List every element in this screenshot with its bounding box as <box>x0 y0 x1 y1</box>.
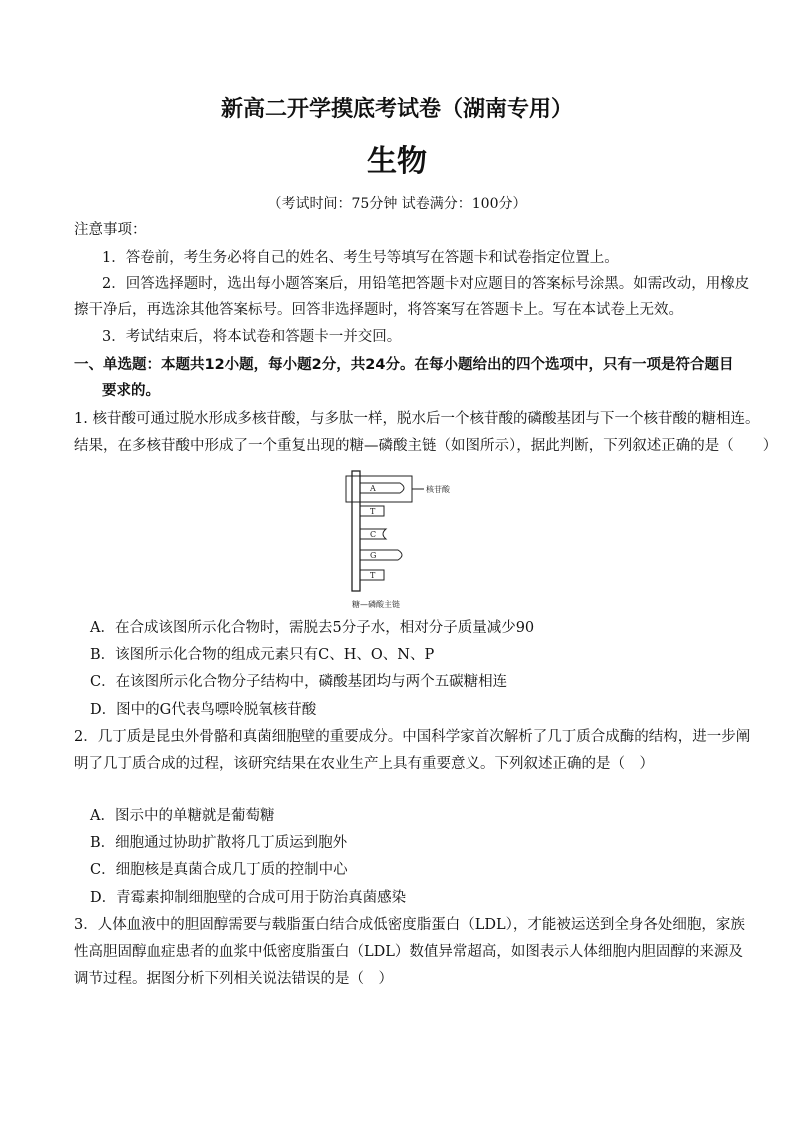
base-letter: T <box>370 507 376 516</box>
q1-stem: 结果，在多核苷酸中形成了一个重复出现的糖—磷酸主链（如图所示），据此判断，下列叙述正确的是（ ） <box>74 438 778 454</box>
subject-title: 生物 <box>367 144 427 179</box>
q2-stem: 明了几丁质合成的过程，该研究结果在农业生产上具有重要意义。下列叙述正确的是（ ） <box>74 756 654 772</box>
q2-option: B．细胞通过协助扩散将几丁质运到胞外 <box>90 835 348 851</box>
exam-meta: （考试时间：75分钟 试卷满分：100分） <box>267 196 527 212</box>
section-text: ，只有一项是符合题目 <box>588 357 734 373</box>
label-nucleotide: 核苷酸 <box>426 485 450 494</box>
section-label: 一、单选题 <box>74 357 147 373</box>
q2-stem: 2．几丁质是昆虫外骨骼和真菌细胞壁的重要成分。中国科学家首次解析了几丁质合成酶的结构，进一步阐 <box>74 729 751 745</box>
q1-stem: 1. 核苷酸可通过脱水形成多核苷酸，与多肽一样，脱水后一个核苷酸的磷酸基团与下一个核苷酸的糖相连。 <box>74 411 760 427</box>
q1-option: A．在合成该图所示化合物时，需脱去5分子水，相对分子质量减少90 <box>90 620 535 636</box>
q3-stem: 3．人体血液中的胆固醇需要与载脂蛋白结合成低密度脂蛋白（LDL），才能被运送到全身各处细胞，家族 <box>74 917 745 933</box>
section-bold-mid: 四个选项中 <box>515 357 589 373</box>
section-text: ：本题共12小题，每小题2分，共24分。在每小题给出的 <box>146 357 516 373</box>
notice-item: 2．回答选择题时，选出每小题答案后，用铅笔把答题卡对应题目的答案标号涂黑。如需改动，用橡皮 <box>102 276 750 292</box>
q1-option: D．图中的G代表鸟嘌呤脱氧核苷酸 <box>90 702 317 718</box>
q1-figure <box>340 466 480 614</box>
base-letter: T <box>370 571 376 580</box>
q2-option: D．青霉素抑制细胞壁的合成可用于防治真菌感染 <box>90 890 407 906</box>
section-text-cont: 要求的。 <box>102 383 160 399</box>
base-letter: A <box>370 484 376 493</box>
base-branch-a <box>360 483 404 493</box>
section-heading <box>74 355 733 375</box>
backbone-bar <box>352 471 360 591</box>
notice-item: 3．考试结束后，将本试卷和答题卡一并交回。 <box>102 329 402 345</box>
notice-item: 1．答卷前，考生务必将自己的姓名、考生号等填写在答题卡和试卷指定位置上。 <box>102 250 619 266</box>
base-branch-g <box>360 550 402 560</box>
nucleotide-frame <box>346 476 412 502</box>
q3-stem: 性高胆固醇血症患者的血浆中低密度脂蛋白（LDL）数值异常超高，如图表示人体细胞内胆固醇的来源及 <box>74 944 743 960</box>
base-letter: C <box>370 530 377 539</box>
notice-item: 擦干净后，再选涂其他答案标号。回答非选择题时，将答案写在答题卡上。写在本试卷上无效。 <box>74 302 683 318</box>
exam-title: 新高二开学摸底考试卷（湖南专用） <box>220 97 573 122</box>
q3-stem: 调节过程。据图分析下列相关说法错误的是（ ） <box>74 971 393 987</box>
q1-option: C．在该图所示化合物分子结构中，磷酸基团均与两个五碳糖相连 <box>90 674 508 690</box>
label-backbone: 糖—磷酸主链 <box>352 600 400 609</box>
q2-option: A．图示中的单糖就是葡萄糖 <box>90 808 275 824</box>
base-letter: G <box>370 551 377 560</box>
notice-heading: 注意事项： <box>74 222 147 238</box>
q1-option: B．该图所示化合物的组成元素只有C、H、O、N、P <box>90 647 435 663</box>
q2-option: C．细胞核是真菌合成几丁质的控制中心 <box>90 862 348 878</box>
